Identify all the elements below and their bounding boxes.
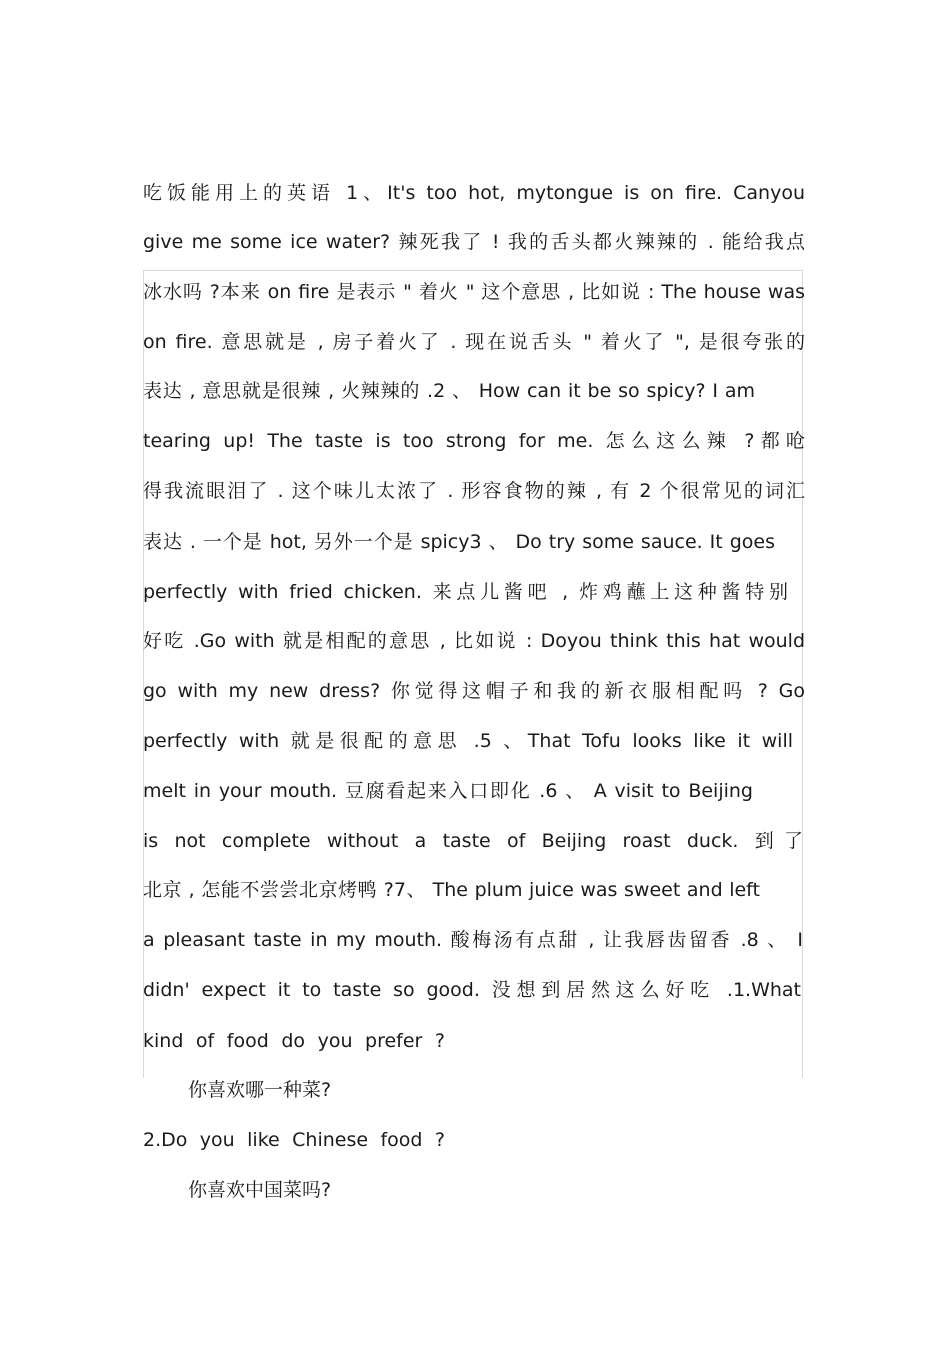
text-line-5: 表达 , 意思就是很辣 , 火辣辣的 .2 、 How can it be so spicy? I am: [143, 380, 755, 402]
text-line-13: melt in your mouth. 豆腐看起来入口即化 .6 、 A visit to Beijing: [143, 780, 753, 802]
text-line-20: 2.Do you like Chinese food ?: [143, 1129, 445, 1151]
text-line-9: perfectly with fried chicken. 来点儿酱吧 , 炸鸡蘸上这种酱特别: [143, 581, 788, 603]
text-line-16: a pleasant taste in my mouth. 酸梅汤有点甜 , 让我唇齿留香 .8 、 I: [143, 929, 803, 951]
text-line-2: give me some ice water? 辣死我了 ! 我的舌头都火辣辣的 . 能给我点: [143, 231, 805, 253]
text-line-3: 冰水吗 ?本来 on fire 是表示 " 着火 " 这个意思 , 比如说 : The house was: [143, 281, 805, 303]
text-line-18: kind of food do you prefer ?: [143, 1030, 445, 1052]
text-line-14: is not complete without a taste of Beijing roast duck. 到了: [143, 830, 803, 852]
text-line-4: on fire. 意思就是 , 房子着火了 . 现在说舌头 " 着火了 ", 是很夸张的: [143, 331, 805, 353]
text-line-8: 表达 . 一个是 hot, 另外一个是 spicy3 、 Do try some sauce. It goes: [143, 531, 775, 553]
text-line-10: 好吃 .Go with 就是相配的意思 , 比如说 : Doyou think this hat would: [143, 630, 805, 652]
text-line-15: 北京 , 怎能不尝尝北京烤鸭 ?7、 The plum juice was sweet and left: [143, 879, 760, 901]
text-line-7: 得我流眼泪了 . 这个味儿太浓了 . 形容食物的辣 , 有 2 个很常见的词汇: [143, 480, 805, 502]
text-line-12: perfectly with 就是很配的意思 .5 、That Tofu looks like it will: [143, 730, 793, 752]
text-line-17: didn' expect it to taste so good. 没想到居然这么好吃 .1.What: [143, 979, 801, 1001]
text-line-1: 吃饭能用上的英语 1、It's too hot, mytongue is on fire. Canyou: [143, 182, 805, 204]
text-line-6: tearing up! The taste is too strong for me. 怎么这么辣 ?都呛: [143, 430, 805, 452]
text-line-11: go with my new dress? 你觉得这帽子和我的新衣服相配吗 ? Go: [143, 680, 805, 702]
text-line-21: 你喜欢中国菜吗?: [188, 1179, 332, 1201]
text-line-19: 你喜欢哪一种菜?: [188, 1079, 332, 1101]
